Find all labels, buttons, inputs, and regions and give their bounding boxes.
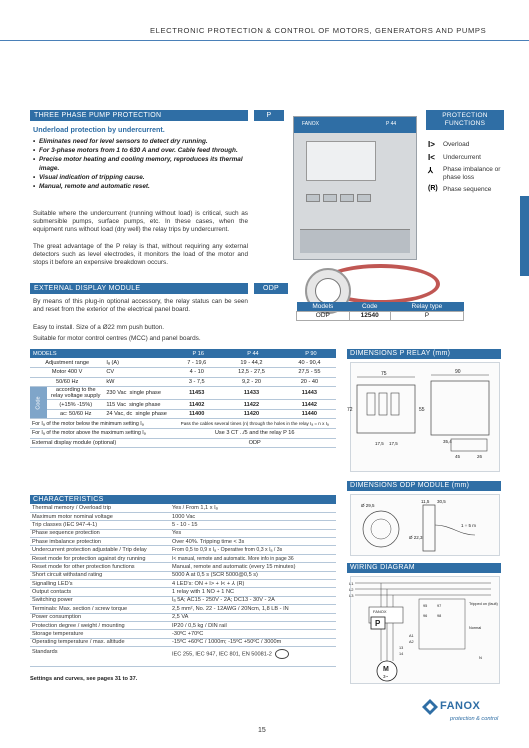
wiring-label: A1 (409, 634, 414, 638)
wiring-diagram-drawing (350, 576, 500, 684)
wiring-label: P (375, 619, 381, 628)
dim-label: 72 (347, 407, 353, 413)
dim-label: 90 (455, 369, 461, 375)
section-title-pump-protection: THREE PHASE PUMP PROTECTION (30, 110, 248, 121)
page-number: 15 (258, 727, 266, 734)
wiring-label: Normal (469, 626, 482, 630)
table-row: Phase sequence protection Yes (30, 529, 336, 537)
section-title-external-display: EXTERNAL DISPLAY MODULE (30, 283, 248, 294)
feature-item: • Manual, remote and automatic reset. (33, 183, 248, 191)
dim-label: 26 (477, 454, 483, 459)
odp-paragraph: By means of this plug-in optional accessory, the relay status can be seen and reset from the exterior of the electrical panel board. (33, 298, 248, 313)
table-row: External display module (optional) ODP (30, 438, 336, 448)
dim-label: 75 (381, 371, 387, 377)
wiring-label: 95 (423, 604, 428, 608)
col-header: Relay type (390, 302, 463, 311)
relay-dimension-svg (347, 363, 499, 471)
feature-item: • For 3-phase motors from 1 to 630 A and over. Cable feed through. (33, 147, 248, 155)
table-row: Protection degree / weight / mounting IP20 / 0,5 kg / DIN rail (30, 621, 336, 629)
table-row: Undercurrent protection adjustable / Trip delay From 0,5 to 0,9 x Iₐ - Operative from 0,3 x Iₐ / 3s (30, 546, 336, 554)
table-row: Standards IEC 255, IEC 947, IEC 801, EN 50081-2 (30, 647, 336, 667)
dim-label: 30,5 (437, 499, 446, 504)
protection-functions-title: PROTECTION FUNCTIONS (426, 110, 504, 130)
wiring-label: L2 (349, 587, 354, 592)
table-row: Reset mode for other protection functions Manual, remote and automatic (every 15 minutes) (30, 563, 336, 571)
dimensions-relay-title: DIMENSIONS P RELAY (mm) (347, 349, 501, 359)
table-row: Short circuit withstand rating 5000 A at 0,5 s (SCR 5000@0,5 s) (30, 571, 336, 579)
table-row: Motor 400 V CV 4 - 10 12,5 - 27,5 27,5 - 55 (30, 368, 336, 378)
dim-label: 55 (419, 407, 425, 413)
wiring-svg (351, 577, 499, 683)
document-title: ELECTRONIC PROTECTION & CONTROL OF MOTORS, GENERATORS AND PUMPS (150, 26, 487, 35)
wiring-label: FANOX (373, 609, 387, 614)
col-header: Code (349, 302, 390, 311)
overload-icon: I> (428, 140, 435, 149)
table-row: Trip classes (IEC 947-4-1) 5 - 10 - 15 (30, 521, 336, 529)
wiring-label: 98 (437, 614, 442, 618)
feature-item: • Eliminates need for level sensors to detect dry running. (33, 138, 248, 146)
table-row: Power consumption 2,5 VA (30, 613, 336, 621)
pf-phase-sequence: Phase sequence (443, 186, 492, 193)
footnote: Settings and curves, see pages 31 to 37. (30, 676, 138, 682)
header-rule (0, 40, 529, 41)
table-row: Terminals: Max. section / screw torque 2,5 mm², No. 22 - 12AWG / 20Ncm, 1,8 LB - IN (30, 605, 336, 613)
device-model: P 44 (386, 121, 397, 127)
table-row: Output contacts 1 relay with 1 NO + 1 NC (30, 588, 336, 596)
table-row: Switching power Iₐ 5A; AC15 - 250V - 2A; DC13 - 30V - 2A (30, 596, 336, 604)
dim-label: 45 (455, 454, 461, 459)
model-badge-odp: ODP (254, 283, 288, 294)
phase-sequence-icon: (R) (428, 185, 438, 192)
wiring-diagram-title: WIRING DIAGRAM (347, 563, 501, 573)
table-row: Signalling LED's 4 LED's: ON + I> + I< + ⅄ (R) (30, 580, 336, 588)
wiring-label: Tripped on (fault) (469, 602, 498, 606)
device-brand: FANOX (302, 121, 319, 127)
module-dimension-svg (351, 495, 499, 555)
table-row: Phase imbalance protection Over 40%. Tripping time < 3s (30, 538, 336, 546)
relay-device-image (293, 116, 417, 260)
device-buttons (306, 189, 406, 199)
feature-item: • Visual indication of tripping cause. (33, 174, 248, 182)
brand-logo: FANOX (440, 700, 481, 712)
undercurrent-icon: I< (428, 153, 435, 162)
table-row: Reset mode for protection against dry running I< manual, remote and automatic. More info in page 36 (30, 554, 336, 562)
section-subtitle: Underload protection by undercurrent. (33, 125, 165, 134)
odp-paragraph: Easy to install. Size of a Ø22 mm push button. (33, 324, 165, 331)
dim-label: Ø 29,5 (361, 503, 375, 508)
table-row: Storage temperature -30ºC +70ºC (30, 630, 336, 638)
dimensions-module-drawing (350, 494, 500, 556)
models-table (30, 349, 336, 448)
motor-label: M (383, 666, 389, 673)
pf-phase-imbalance: Phase imbalance or phase loss (443, 166, 501, 181)
wiring-label: N (479, 655, 482, 660)
col-header: P 44 (220, 349, 283, 358)
feature-item: • Precise motor heating and cooling memory, reproduces its thermal image. (33, 156, 248, 172)
col-header: P 90 (283, 349, 336, 358)
wiring-label: 96 (423, 614, 428, 618)
device-front-panel (306, 141, 376, 181)
pf-overload: Overload (443, 141, 470, 148)
table-row: Adjustment range Iₐ (A) 7 - 19,6 19 - 44,2 40 - 90,4 (30, 358, 336, 368)
feature-list (33, 138, 248, 192)
table-row: Code according to the relay voltage supply 230 Vac single phase 11453 11433 11443 (30, 387, 336, 400)
wiring-label: A2 (409, 640, 414, 644)
wiring-label: L1 (349, 581, 354, 586)
code-label: Code (30, 387, 47, 419)
dimensions-relay-drawing (347, 362, 500, 472)
table-row: (+15% -15%) 115 Vac single phase 11402 11422 11442 (30, 400, 336, 410)
characteristics-table (30, 504, 336, 667)
dim-label: Ø 22,3 (409, 535, 423, 540)
dim-label: 17,5 (375, 441, 384, 446)
wiring-label: 13 (399, 646, 404, 650)
side-tab (520, 196, 529, 276)
table-row: For Iₐ of the motor below the minimum setting Iₐ Pass the cables several times (n) through the holes in the relay Iₐ = n x Iₐ (30, 419, 336, 429)
table-row: For Iₐ of the motor above the maximum setting Iₐ Use 3 CT ../5 and the relay P 16 (30, 429, 336, 439)
dim-label: 1 ÷ 5 m (461, 523, 476, 528)
description-paragraph: The great advantage of the P relay is that, without requiring any external detectors such as level electrodes, it monitors the load of the motor and stops it before an expensive breakdown occurs. (33, 243, 248, 266)
odp-paragraph: Suitable for motor control centres (MCC) and panel boards. (33, 335, 201, 342)
col-header: Models (297, 302, 350, 311)
device-terminals (300, 229, 410, 253)
table-row: ODP 12540 P (297, 311, 464, 320)
fanox-logo-icon (421, 698, 439, 716)
characteristics-title: CHARACTERISTICS (30, 495, 336, 504)
phase-imbalance-icon: ⅄ (428, 166, 433, 175)
table-row: Thermal memory / Overload trip Yes / From 1,1 x Iₐ (30, 504, 336, 512)
table-row: ac: 50/60 Hz 24 Vac, dc single phase 11400 11420 11440 (30, 409, 336, 419)
table-row: 50/60 Hz kW 3 - 7,5 9,2 - 20 20 - 40 (30, 377, 336, 387)
wiring-label: 14 (399, 652, 404, 656)
col-header: P 16 (173, 349, 220, 358)
wiring-label: 97 (437, 604, 442, 608)
device-top-strip (294, 117, 416, 133)
dim-label: 11,5 (421, 499, 430, 504)
models-header: MODELS (30, 349, 173, 358)
pf-undercurrent: Undercurrent (443, 154, 481, 161)
table-row: Maximum motor nominal voltage 1000 Vac (30, 512, 336, 520)
dim-label: 17,5 (389, 441, 398, 446)
description-paragraph: Suitable where the undercurrent (running without load) is critical, such as submersible pumps, surface pumps, etc. In these cases, when the equipment runs without load (dry well) the relay trips by undercurrent. (33, 210, 248, 233)
motor-phase: 3~ (383, 674, 389, 679)
model-badge-p: P (254, 110, 284, 121)
table-row: Operating temperature / max. altitude -15ºC +60ºC / 1000m; -15ºC +50ºC / 3000m (30, 638, 336, 646)
wiring-label: L3 (349, 593, 354, 598)
brand-tagline: protection & control (450, 716, 499, 722)
dim-label: 35,4 (443, 439, 452, 444)
ul-listed-icon (275, 649, 289, 659)
dimensions-module-title: DIMENSIONS ODP MODULE (mm) (347, 481, 501, 491)
module-code-table (296, 302, 464, 321)
